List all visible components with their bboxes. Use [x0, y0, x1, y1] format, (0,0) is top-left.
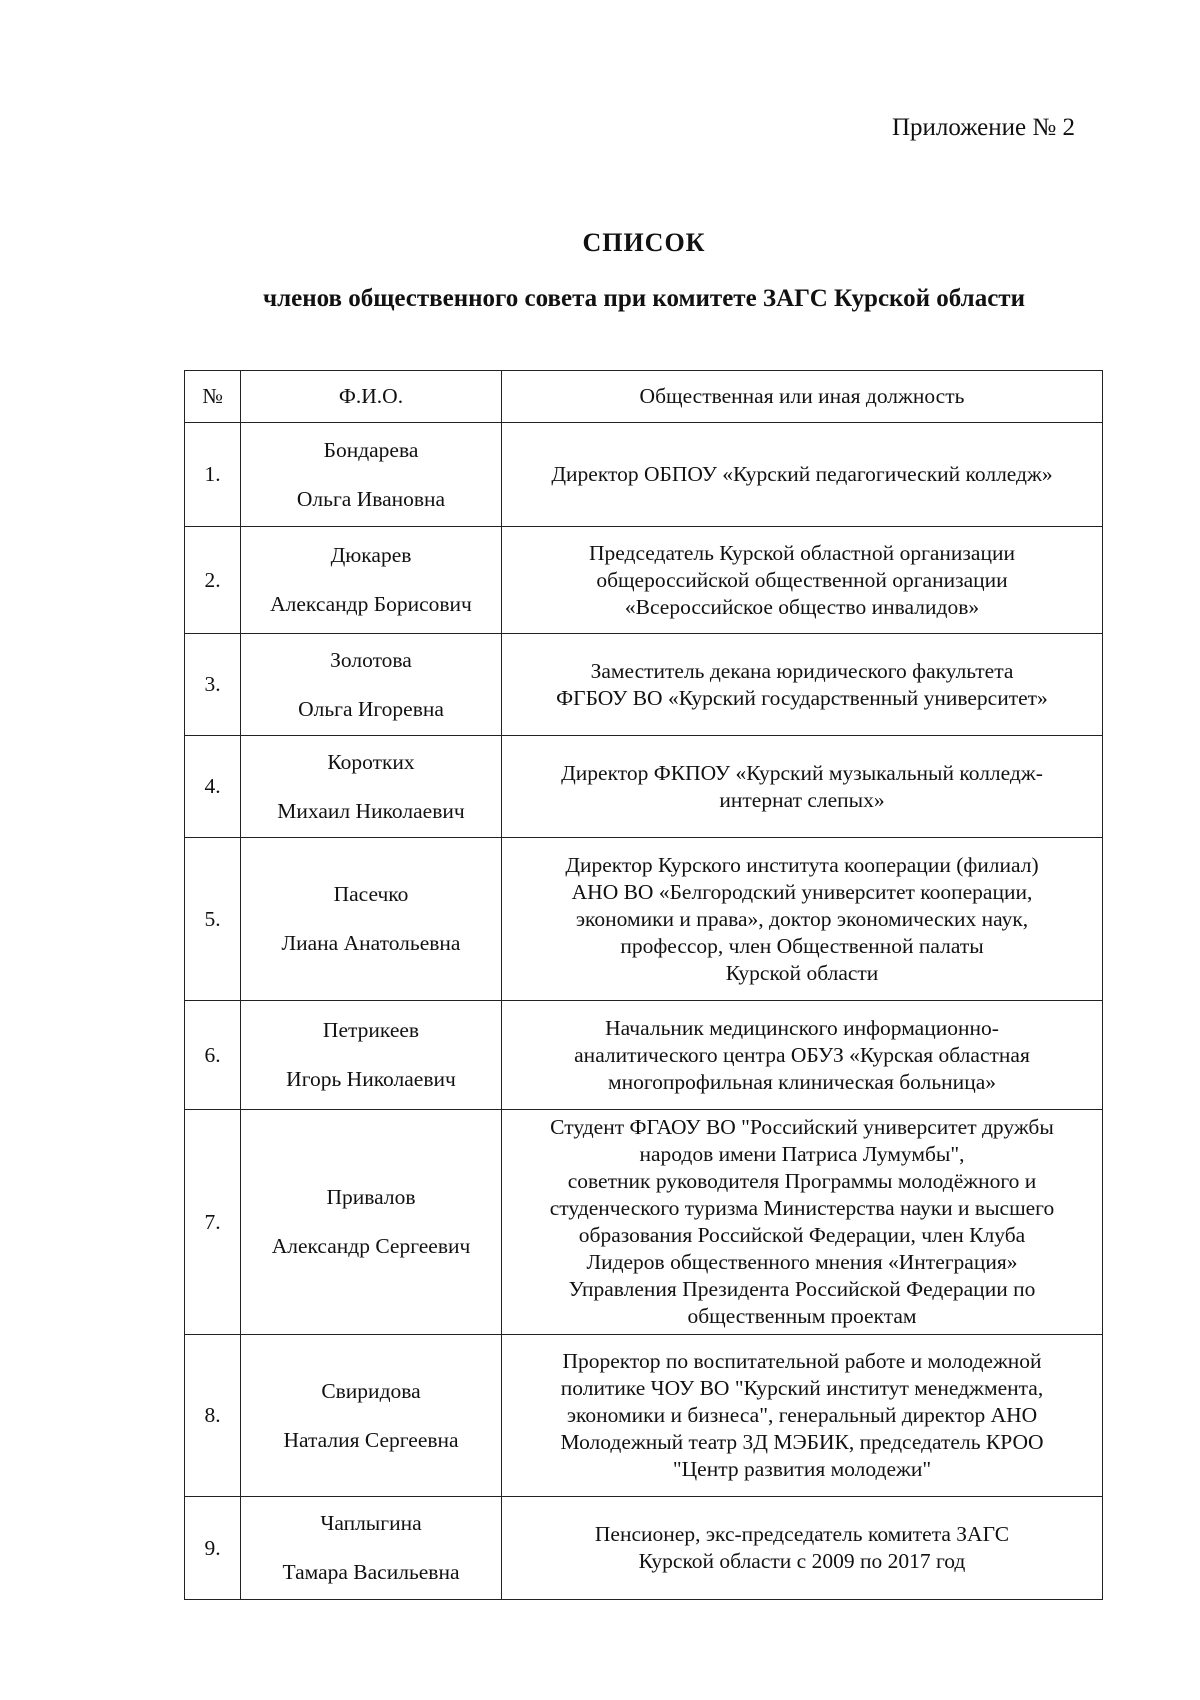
- member-surname: Петрикеев: [322, 1018, 420, 1042]
- position-line: общероссийской общественной организации: [596, 567, 1008, 592]
- column-header-position: Общественная или иная должность: [502, 371, 1103, 423]
- row-number: 3.: [185, 634, 241, 736]
- member-given-names: Александр Борисович: [270, 592, 472, 616]
- member-surname: Дюкарев: [330, 543, 412, 567]
- row-number: 6.: [185, 1001, 241, 1110]
- member-surname: Привалов: [326, 1185, 416, 1209]
- position-line: образования Российской Федерации, член Клуба: [578, 1223, 1026, 1247]
- member-position: [502, 1001, 1103, 1110]
- member-given-names: Игорь Николаевич: [286, 1067, 456, 1091]
- position-line: многопрофильная клиническая больница»: [608, 1069, 996, 1094]
- member-position: [502, 423, 1103, 527]
- member-given-names: Михаил Николаевич: [277, 798, 465, 823]
- member-name: [241, 1001, 502, 1110]
- table-row: [185, 1110, 1103, 1335]
- member-name: [241, 1110, 502, 1335]
- position-line: Директор Курского института кооперации (филиал): [565, 852, 1039, 877]
- member-given-names: Александр Сергеевич: [271, 1234, 471, 1258]
- position-line: экономики и бизнеса", генеральный директор АНО: [566, 1403, 1038, 1427]
- member-position: [502, 1497, 1103, 1600]
- member-surname: Чаплыгина: [320, 1511, 422, 1535]
- member-name: [241, 838, 502, 1001]
- position-line: «Всероссийское общество инвалидов»: [624, 594, 980, 619]
- member-surname: Коротких: [327, 749, 415, 774]
- table-row: [185, 736, 1103, 838]
- row-number: 9.: [185, 1497, 241, 1600]
- position-line: Управления Президента Российской Федерации по: [568, 1277, 1036, 1301]
- member-surname: Свиридова: [321, 1378, 421, 1403]
- table-row: [185, 527, 1103, 634]
- position-line: студенческого туризма Министерства науки и высшего: [549, 1196, 1055, 1220]
- position-line: народов имени Патриса Лумумбы",: [639, 1142, 965, 1166]
- member-name: [241, 736, 502, 838]
- position-line: АНО ВО «Белгородский университет кооперации,: [571, 879, 1033, 904]
- table-row: [185, 838, 1103, 1001]
- position-line: аналитического центра ОБУЗ «Курская областная: [574, 1042, 1030, 1067]
- position-line: советник руководителя Программы молодёжного и: [567, 1169, 1037, 1193]
- row-number: 8.: [185, 1335, 241, 1497]
- row-number: 4.: [185, 736, 241, 838]
- position-line: ФГБОУ ВО «Курский государственный университет»: [556, 685, 1048, 710]
- table-row: [185, 1497, 1103, 1600]
- position-line: экономики и права», доктор экономических наук,: [575, 906, 1029, 931]
- member-given-names: Ольга Ивановна: [296, 486, 446, 511]
- position-line: Заместитель декана юридического факультета: [590, 658, 1014, 683]
- position-line: Лидеров общественного мнения «Интеграция»: [586, 1250, 1018, 1274]
- table-row: [185, 1001, 1103, 1110]
- position-line: Начальник медицинского информационно-: [605, 1015, 999, 1040]
- position-line: Курской области с 2009 по 2017 год: [638, 1549, 966, 1573]
- column-header-name: Ф.И.О.: [241, 371, 502, 423]
- member-position: [502, 838, 1103, 1001]
- member-position: [502, 634, 1103, 736]
- table-row: [185, 1335, 1103, 1497]
- document-title: СПИСОК: [582, 228, 706, 257]
- row-number: 1.: [185, 423, 241, 527]
- position-line: "Центр развития молодежи": [672, 1457, 932, 1481]
- position-line: Директор ОБПОУ «Курский педагогический колледж»: [551, 462, 1053, 486]
- member-surname: Пасечко: [333, 882, 409, 906]
- position-line: интернат слепых»: [719, 787, 885, 812]
- document-subtitle: членов общественного совета при комитете ЗАГС Курской области: [263, 285, 1025, 312]
- position-line: профессор, член Общественной палаты: [620, 933, 984, 958]
- table-body: [185, 423, 1103, 1600]
- table-row: [185, 423, 1103, 527]
- position-line: Курской области: [725, 960, 879, 985]
- member-position: [502, 1110, 1103, 1335]
- member-position: [502, 736, 1103, 838]
- position-line: Студент ФГАОУ ВО "Российский университет дружбы: [550, 1115, 1054, 1139]
- table-row: [185, 634, 1103, 736]
- position-line: Молодежный театр 3Д МЭБИК, председатель КРОО: [560, 1430, 1044, 1454]
- position-line: Директор ФКПОУ «Курский музыкальный колледж-: [561, 760, 1043, 785]
- table-header-row: [185, 371, 1103, 423]
- member-name: [241, 527, 502, 634]
- position-line: политике ЧОУ ВО "Курский институт менеджмента,: [560, 1376, 1044, 1400]
- member-name: [241, 1335, 502, 1497]
- members-table: [184, 370, 1103, 1600]
- position-line: общественным проектам: [687, 1304, 917, 1328]
- member-name: [241, 423, 502, 527]
- member-position: [502, 527, 1103, 634]
- member-name: [241, 1497, 502, 1600]
- appendix-label: Приложение № 2: [891, 114, 1075, 141]
- member-surname: Бондарева: [323, 437, 419, 462]
- member-given-names: Лиана Анатольевна: [281, 931, 461, 955]
- member-name: [241, 634, 502, 736]
- member-surname: Золотова: [330, 647, 412, 672]
- row-number: 7.: [185, 1110, 241, 1335]
- position-line: Проректор по воспитательной работе и молодежной: [562, 1349, 1042, 1373]
- member-given-names: Тамара Васильевна: [282, 1560, 460, 1584]
- position-line: Председатель Курской областной организации: [589, 540, 1015, 565]
- member-given-names: Наталия Сергеевна: [283, 1427, 459, 1452]
- member-position: [502, 1335, 1103, 1497]
- row-number: 5.: [185, 838, 241, 1001]
- position-line: Пенсионер, экс-председатель комитета ЗАГС: [594, 1522, 1010, 1546]
- member-given-names: Ольга Игоревна: [298, 696, 444, 721]
- row-number: 2.: [185, 527, 241, 634]
- column-header-num: №: [185, 371, 241, 423]
